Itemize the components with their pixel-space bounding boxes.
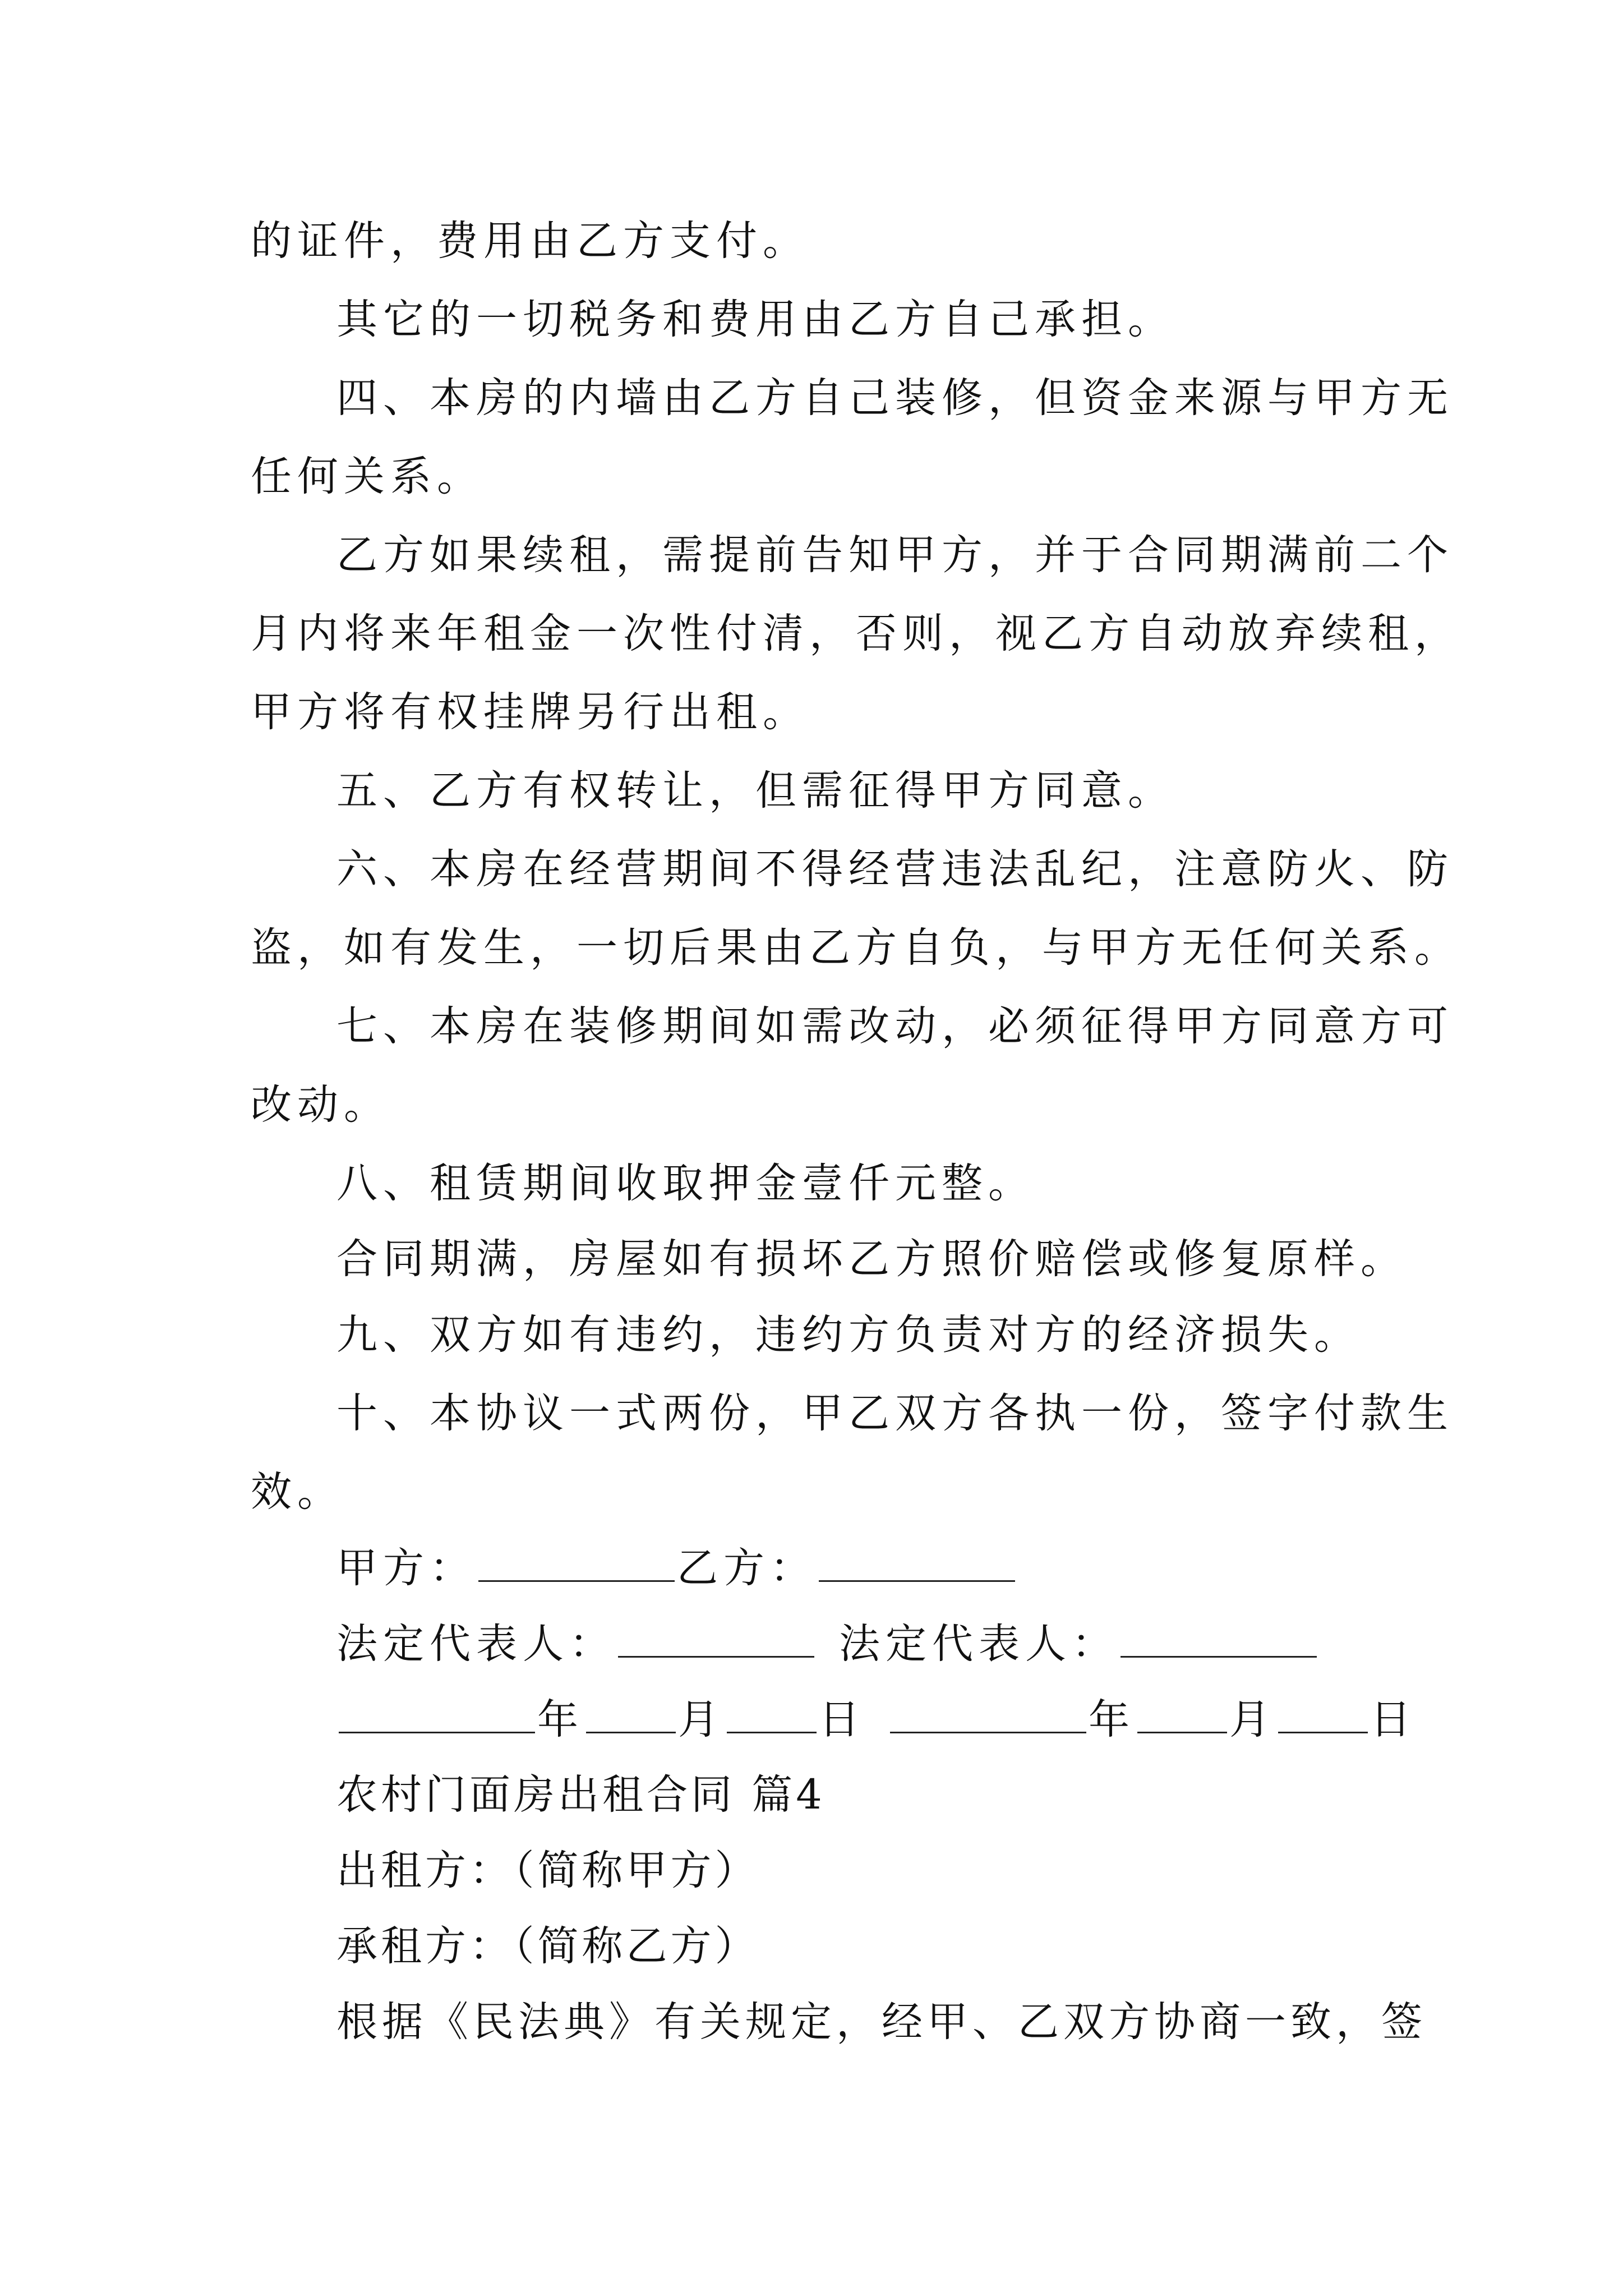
- day-a-label: 日: [819, 1696, 865, 1743]
- date-line: [336, 1691, 1417, 1748]
- year-b-label: 年: [1089, 1696, 1135, 1743]
- paragraph-line: 甲方将有权挂牌另行出租。: [251, 688, 809, 736]
- paragraph-line: 七、本房在装修期间如需改动，必须征得甲方同意方可: [336, 1002, 1454, 1050]
- lessee-line: 承租方：（简称乙方）: [336, 1922, 759, 1970]
- day-a-blank[interactable]: [727, 1691, 817, 1733]
- paragraph-line: 八、租赁期间收取押金壹仟元整。: [336, 1159, 1035, 1207]
- legal-rep-a-blank[interactable]: [618, 1616, 814, 1658]
- party-a-label: 甲方：: [336, 1544, 476, 1592]
- year-b-blank[interactable]: [890, 1691, 1086, 1733]
- paragraph-line: 盗，如有发生，一切后果由乙方自负，与甲方无任何关系。: [251, 924, 1461, 972]
- paragraph-line: 合同期满，房屋如有损坏乙方照价赔偿或修复原样。: [336, 1235, 1407, 1283]
- year-a-blank[interactable]: [339, 1691, 535, 1733]
- day-b-label: 日: [1370, 1696, 1417, 1743]
- party-b-label: 乙方：: [677, 1544, 817, 1592]
- signature-parties-line: [336, 1540, 1017, 1596]
- month-b-blank[interactable]: [1137, 1691, 1227, 1733]
- paragraph-line: 乙方如果续租，需提前告知甲方，并于合同期满前二个: [336, 531, 1454, 579]
- paragraph-line: 十、本协议一式两份，甲乙双方各执一份，签字付款生: [336, 1389, 1454, 1437]
- day-b-blank[interactable]: [1278, 1691, 1368, 1733]
- paragraph-line: 的证件，费用由乙方支付。: [251, 217, 809, 265]
- section-title: 农村门面房出租合同 篇4: [336, 1771, 826, 1819]
- paragraph-line: 任何关系。: [251, 453, 483, 500]
- paragraph-line: 月内将来年租金一次性付清，否则，视乙方自动放弃续租，: [251, 610, 1461, 657]
- legal-rep-line: [336, 1616, 1319, 1672]
- lessor-line: 出租方：（简称甲方）: [336, 1847, 759, 1894]
- paragraph-line: 四、本房的内墙由乙方自己装修，但资金来源与甲方无: [336, 374, 1454, 422]
- month-a-blank[interactable]: [586, 1691, 676, 1733]
- paragraph-line: 五、乙方有权转让，但需征得甲方同意。: [336, 767, 1174, 815]
- paragraph-line: 效。: [251, 1468, 344, 1516]
- paragraph-line: 根据《民法典》有关规定，经甲、乙双方协商一致，签: [336, 1998, 1427, 2046]
- party-a-blank[interactable]: [478, 1540, 675, 1582]
- legal-rep-a-label: 法定代表人：: [336, 1620, 616, 1668]
- legal-rep-b-blank[interactable]: [1121, 1616, 1317, 1658]
- year-a-label: 年: [537, 1696, 584, 1743]
- paragraph-line: 六、本房在经营期间不得经营违法乱纪，注意防火、防: [336, 845, 1454, 893]
- month-b-label: 月: [1229, 1696, 1276, 1743]
- party-b-blank[interactable]: [819, 1540, 1015, 1582]
- paragraph-line: 九、双方如有违约，违约方负责对方的经济损失。: [336, 1311, 1361, 1359]
- legal-rep-b-label: 法定代表人：: [839, 1620, 1118, 1668]
- paragraph-line: 改动。: [251, 1081, 390, 1129]
- paragraph-line: 其它的一切税务和费用由乙方自己承担。: [336, 296, 1174, 343]
- month-a-label: 月: [678, 1696, 725, 1743]
